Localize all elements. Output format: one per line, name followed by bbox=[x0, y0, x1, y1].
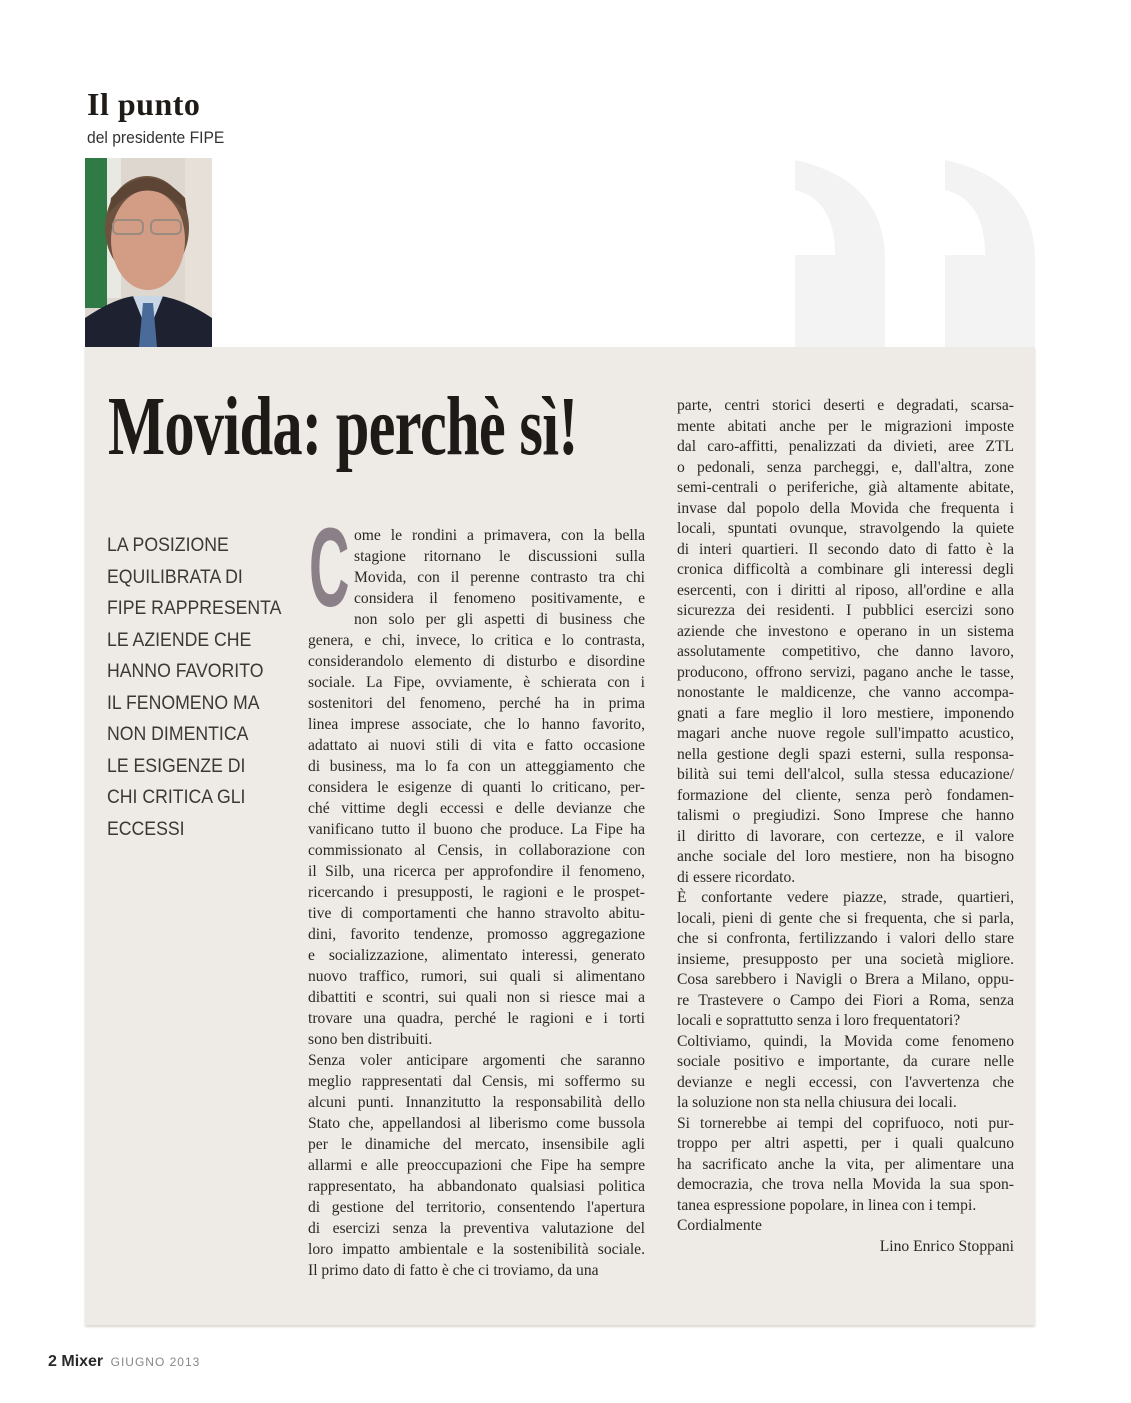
text-line: semi-centrali o periferiche, già altamente abitate, bbox=[677, 479, 1014, 496]
text-line: Il primo dato di fatto è che ci troviamo, da una bbox=[308, 1262, 599, 1279]
section-kicker-subtitle: del presidente FIPE bbox=[87, 128, 225, 147]
text-line: Si tornerebbe ai tempi del coprifuoco, noti pur- bbox=[677, 1114, 1014, 1132]
text-line: Stato che, appellandosi al liberismo come bussola bbox=[308, 1115, 645, 1132]
text-line: meglio rappresentati dal Censis, mi soffermo su bbox=[308, 1073, 645, 1090]
standfirst-line: IL FENOMENO MA bbox=[107, 692, 260, 714]
text-line: sostenitori del fenomeno, perché ha in prima bbox=[308, 695, 645, 712]
text-line: considera le esigenze di quanti lo criticano, per- bbox=[308, 779, 645, 796]
text-line: di esercizi senza la preventiva valutazione del bbox=[308, 1220, 645, 1237]
text-line: di gestione del territorio, consentendo l'apertura bbox=[308, 1199, 645, 1216]
text-line: Cordialmente bbox=[677, 1217, 762, 1234]
text-line: bilità sui temi dell'alcol, sulla stessa educazione/ bbox=[677, 766, 1014, 783]
text-line: cronica difficoltà a combinare gli interessi degli bbox=[677, 561, 1014, 578]
text-line: sociale. La Fipe, ovviamente, è schierata con i bbox=[308, 674, 645, 691]
text-line: talismi o pregiudizi. Sono Imprese che hanno bbox=[677, 807, 1014, 824]
drop-cap: C bbox=[309, 505, 350, 630]
standfirst-line: HANNO FAVORITO bbox=[107, 661, 264, 682]
magazine-name: Mixer bbox=[61, 1353, 104, 1370]
page-footer bbox=[48, 1353, 200, 1371]
text-line: democrazia, che trova nella Movida la sua spon- bbox=[677, 1176, 1014, 1193]
text-line: Senza voler anticipare argomenti che saranno bbox=[308, 1052, 645, 1069]
text-line: non solo per gli aspetti di business che bbox=[354, 611, 645, 628]
text-line: È confortante vedere piazze, strade, quartieri, bbox=[677, 889, 1014, 906]
text-line: locali e soprattutto senza i loro frequentatori? bbox=[677, 1012, 961, 1029]
text-line: tive di comportamenti che hanno stravolto abitu- bbox=[308, 905, 645, 922]
text-line: devianze e negli eccessi, con l'avvertenza che bbox=[677, 1073, 1014, 1091]
text-line: loro impatto ambientale e la sostenibilità sociale. bbox=[308, 1241, 645, 1258]
article-standfirst bbox=[107, 530, 295, 845]
text-line: dibattiti e scontri, sui quali non si riesce mai a bbox=[308, 989, 645, 1006]
text-line: anche sociale del loro mestiere, non ha bisogno bbox=[677, 848, 1014, 865]
text-line: allarmi e alle preoccupazioni che Fipe ha sempre bbox=[308, 1157, 645, 1174]
text-line: per le dinamiche del mercato, insensibile agli bbox=[308, 1136, 645, 1153]
decorative-quote-mark-icon bbox=[790, 160, 1040, 350]
article-column-2 bbox=[677, 396, 1014, 1257]
text-line: re Trastevere o Campo dei Fiori a Roma, senza bbox=[677, 991, 1014, 1009]
text-line: dini, favorito tendenze, promosso aggregazione bbox=[308, 926, 645, 943]
standfirst-line: NON DIMENTICA bbox=[107, 724, 249, 745]
standfirst-line: FIPE RAPPRESENTA bbox=[107, 598, 282, 619]
text-line: che si confronta, fertilizzando i valori dello stare bbox=[677, 930, 1014, 947]
text-line: nuovo traffico, rumori, sui quali si alimentano bbox=[308, 968, 645, 985]
text-line: nella gestione degli spazi esterni, sulla responsa- bbox=[677, 745, 1014, 763]
text-line: gnati a fare meglio il loro mestiere, imponendo bbox=[677, 704, 1014, 722]
text-line: il diritto di lavorare, con certezze, e il valore bbox=[677, 827, 1014, 845]
text-line: considera il fenomeno positivamente, e bbox=[354, 590, 645, 607]
text-line: sicurezza dei residenti. I pubblici esercizi sono bbox=[677, 602, 1014, 619]
text-line: troppo per altri aspetti, per i quali qualcuno bbox=[677, 1135, 1014, 1152]
text-line: linea imprese associate, che lo hanno favorito, bbox=[308, 716, 645, 733]
text-line: aziende che investono e operano in un sistema bbox=[677, 622, 1014, 640]
text-line: parte, centri storici deserti e degradati, scarsa- bbox=[677, 397, 1014, 414]
text-line: genera, e chi, invece, lo critica e lo contrasta, bbox=[308, 632, 645, 649]
text-line: ha sacrificato anche la vita, per alimentare una bbox=[677, 1155, 1014, 1173]
text-line: producono, offrono servizi, pagano anche le tasse, bbox=[677, 663, 1014, 681]
text-line: insieme, presupposto per una società migliore. bbox=[677, 950, 1014, 968]
text-line: ome le rondini a primavera, con la bella bbox=[354, 527, 645, 544]
text-line: adattato ai nuovi stili di vita e fatto occasione bbox=[308, 737, 645, 754]
text-line: formazione del cliente, senza però fondamen- bbox=[677, 786, 1014, 804]
text-line: Cosa sarebbero i Navigli o Brera a Milano, oppu- bbox=[677, 971, 1014, 988]
author-portrait-photo bbox=[85, 158, 212, 347]
standfirst-line: CHI CRITICA GLI bbox=[107, 787, 246, 808]
standfirst-line: LE ESIGENZE DI bbox=[107, 755, 246, 777]
text-line: tanea espressione popolare, in linea con i tempi. bbox=[677, 1196, 977, 1214]
text-line: locali, spuntati ovunque, stravolgendo la quiete bbox=[677, 520, 1014, 537]
text-line: considerandolo elemento di disturbo e disordine bbox=[308, 653, 645, 670]
text-line: o pedonali, senza parcheggi, e, dall'altra, zone bbox=[677, 458, 1014, 476]
article-title: Movida: perchè sì! bbox=[108, 380, 578, 473]
text-line: rappresentato, ha abbandonato qualsiasi politica bbox=[308, 1178, 645, 1195]
text-line: la soluzione non sta nella chiusura dei locali. bbox=[677, 1094, 957, 1111]
text-line: il Silb, una ricerca per approfondire il fenomeno, bbox=[308, 863, 645, 880]
author-signature: Lino Enrico Stoppani bbox=[879, 1237, 1014, 1255]
text-line: invase dal popolo della Movida che frequenta i bbox=[677, 499, 1014, 517]
text-line: commissionato al Censis, in collaborazione con bbox=[308, 842, 645, 859]
issue-date: GIUGNO 2013 bbox=[110, 1355, 201, 1369]
text-line: e socializzazione, alimentato interessi, generato bbox=[308, 947, 645, 964]
text-line: ricercando i presupposti, le ragioni e le prospet- bbox=[308, 884, 645, 901]
text-line: mente abitati anche per le migrazioni imposte bbox=[677, 417, 1014, 435]
text-line: sociale positivo e importante, da curare nelle bbox=[677, 1053, 1014, 1070]
text-line: ché vittime degli eccessi e delle devianze che bbox=[308, 800, 645, 817]
standfirst-line: LE AZIENDE CHE bbox=[107, 629, 252, 651]
standfirst-line: LA POSIZIONE bbox=[107, 535, 229, 556]
text-line: alcuni punti. Innanzitutto la responsabilità dello bbox=[308, 1094, 645, 1111]
text-line: di business, ma lo fa con un atteggiamento che bbox=[308, 758, 645, 775]
text-line: sono ben distribuiti. bbox=[308, 1031, 433, 1048]
page-number: 2 bbox=[48, 1353, 57, 1370]
standfirst-line: ECCESSI bbox=[107, 818, 185, 840]
text-line: assolutamente competitivo, che danno lavoro, bbox=[677, 643, 1014, 660]
text-line: magari anche nuove regole sull'impatto acustico, bbox=[677, 725, 1014, 742]
section-kicker: Il punto bbox=[87, 86, 201, 122]
text-line: di interi quartieri. Il secondo dato di fatto è la bbox=[677, 540, 1014, 558]
text-line: esercenti, con i diritti al riposo, all'ordine e alla bbox=[677, 581, 1014, 599]
text-line: locali, pieni di gente che si frequenta, che si parla, bbox=[677, 909, 1014, 927]
text-line: di essere ricordato. bbox=[677, 868, 796, 886]
text-line: vanificano tutto il buono che produce. La Fipe ha bbox=[308, 821, 645, 838]
text-line: stagione ritornano le discussioni sulla bbox=[354, 548, 645, 565]
text-line: dal caro-affitti, penalizzati da divieti, aree ZTL bbox=[677, 438, 1014, 455]
text-line: Coltiviamo, quindi, la Movida come fenomeno bbox=[677, 1032, 1014, 1050]
standfirst-line: EQUILIBRATA DI bbox=[107, 566, 243, 588]
text-line: nonostante le maldicenze, che vanno accompa- bbox=[677, 684, 1014, 701]
text-line: Movida, con il perenne contrasto tra chi bbox=[354, 569, 645, 586]
text-line: trovare una quadra, perché le ragioni e i torti bbox=[308, 1010, 645, 1027]
article-column-1 bbox=[308, 525, 645, 1281]
